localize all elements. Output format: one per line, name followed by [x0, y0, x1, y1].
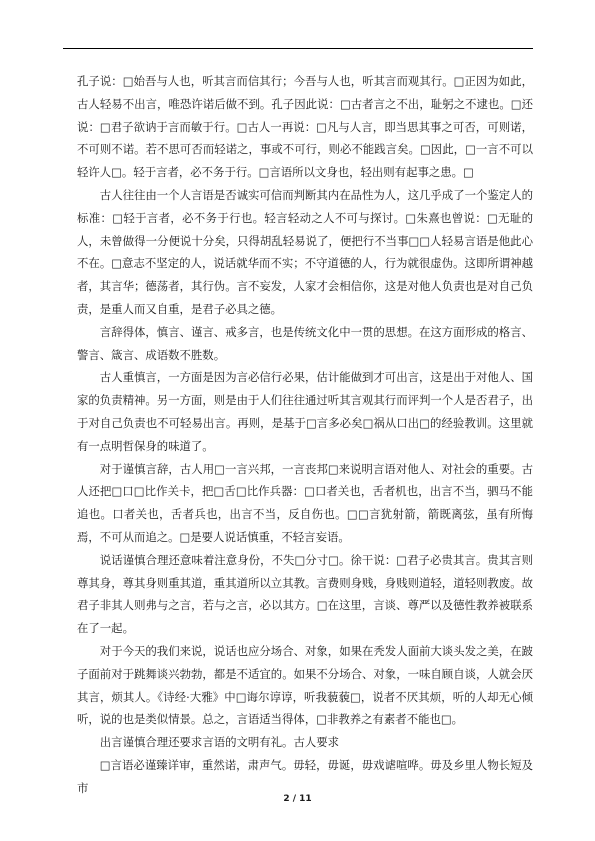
paragraph-7: 对于今天的我们来说，说话也应分场合、对象，如果在秃发人面前大谈头发之美，在跛子面前对于跳舞谈兴勃勃，都是不适宜的。如果不分场合、对象，一味自顾自谈，人就会厌其言，烦其人。《诗经·大雅》中□诲尔谆谆，听我藐藐□，说者不厌其烦，听的人却无心倾听，说的也是类似情景。总之，言语适当得体，□非教养之有素者不能也□。: [77, 643, 533, 727]
paragraph-6: 说话谨慎合理还意味着注意身份，不失□分寸□。徐干说：□君子必贵其言。贵其言则尊其身，尊其身则重其道，重其道所以立其教。言费则身贱，身贱则道轻，道轻则教废。故君子非其人则弗与之言，若与之言，必以其方。□在这里，言谈、尊严以及德性教养被联系在了一起。: [77, 552, 533, 636]
header-rule: [63, 48, 533, 49]
paragraph-9: □言语必谨臻详审，重然诺，肃声气。毋轻，毋诞，毋戏谑喧哗。毋及乡里人物长短及市: [77, 757, 533, 795]
paragraph-4: 古人重慎言，一方面是因为言必信行必果，估计能做到才可出言，这是出于对他人、国家的负责精神。另一方面，则是由于人们往往通过听其言观其行而评判一个人是否君子，出于对自己负责也不可轻易出言。再则，是基于□言多必矣□祸从口出□的经验教训。这里就有一点明哲保身的味道了。: [77, 370, 533, 453]
document-body: [77, 70, 533, 800]
paragraph-5: 对于谨慎言辞，古人用□一言兴邦，一言丧邦□来说明言语对他人、对社会的重要。古人还把□口□比作关卡，把□舌□比作兵器：□口者关也，舌者机也，出言不当，驷马不能追也。口者关也，舌者兵也，出言不当，反自伤也。□□言犹射箭，箭既离弦，虽有所悔焉，不可从而追之。□是要人说话慎重，不轻言妄语。: [77, 461, 533, 544]
page-number: 2 / 11: [283, 794, 312, 804]
paragraph-3: 言辞得体，慎言、谨言、戒多言，也是传统文化中一贯的思想。在这方面形成的格言、警言、箴言、成语数不胜数。: [77, 324, 533, 362]
paragraph-2: 古人往往由一个人言语是否诚实可信而判断其内在品性为人，这几乎成了一个鉴定人的标准：□轻于言者，必不务于行也。轻言轻动之人不可与探讨。□朱熹也曾说：□无耻的人，未曾做得一分便说十分矣，只得胡乱轻易说了，便把行不当事□□人轻易言语是他此心不在。□意志不坚定的人，说话就华而不实；不守道德的人，行为就很虚伪。这即所谓神越者，其言华；德荡者，其行伪。言不妄发，人家才会相信你，这是对他人负责也是对自己负责，是重人而又自重，是君子必具之德。: [77, 187, 533, 316]
paragraph-1: 孔子说：□始吾与人也，听其言而信其行；今吾与人也，听其言而观其行。□正因为如此，古人轻易不出言，唯恐许诺后做不到。孔子因此说：□古者言之不出，耻躬之不逮也。□还说：□君子欲讷于言而敏于行。□古人一再说：□凡与人言，即当思其事之可否，可则诺，不可则不诺。若不思可否而轻诺之，事或不可行，则必不能践言矣。□因此，□一言不可以轻许人□。轻于言者，必不务于行。□言语所以文身也，轻出则有起事之患。□: [77, 74, 533, 180]
paragraph-8: 出言谨慎合理还要求言语的文明有礼。古人要求: [99, 735, 340, 750]
